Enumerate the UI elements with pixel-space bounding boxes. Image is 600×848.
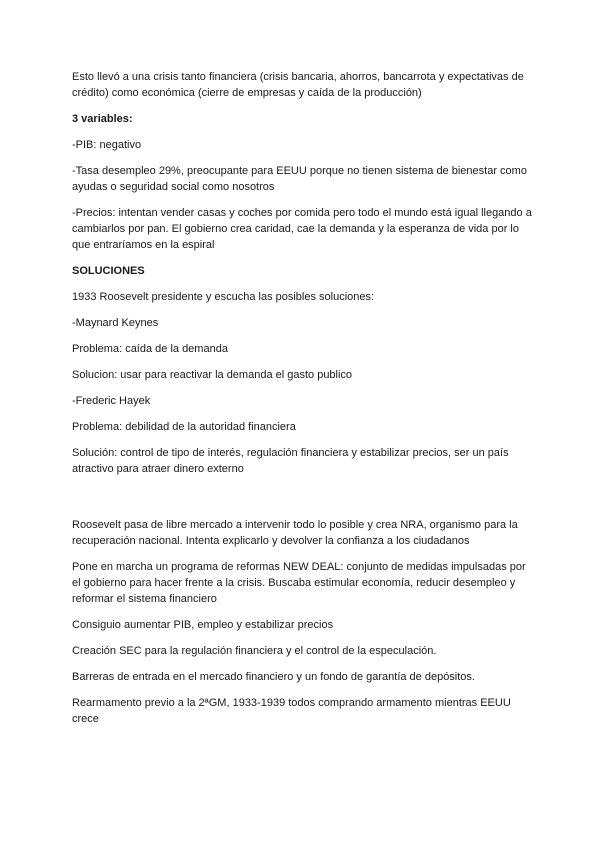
paragraph-pib: -PIB: negativo (72, 139, 142, 151)
paragraph-crisis-intro: Esto llevó a una crisis tanto financiera (crisis bancaria, ahorros, bancarrota y expectativas de crédito) como económica (cierre de empresas y caída de la producción) (72, 71, 524, 99)
paragraph-desempleo: -Tasa desempleo 29%, preocupante para EEUU porque no tienen sistema de bienestar como ayudas o seguridad social como nosotros (72, 165, 527, 193)
section-spacer (72, 487, 532, 517)
paragraph-keynes-problema: Problema: caída de la demanda (72, 343, 228, 355)
paragraph-rearmamento: Rearmamento previo a la 2ªGM, 1933-1939 todos comprando armamento mientras EEUU crece (72, 697, 511, 725)
paragraph-nra: Roosevelt pasa de libre mercado a intervenir todo lo posible y crea NRA, organismo para la recuperación nacional. Intenta explicarlo y devolver la confianza a los ciudadanos (72, 519, 518, 547)
heading-soluciones: SOLUCIONES (72, 265, 145, 277)
paragraph-new-deal: Pone en marcha un programa de reformas NEW DEAL: conjunto de medidas impulsadas por el gobierno para hacer frente a la crisis. Buscaba estimular economía, reducir desempleo y reformar el sistema financiero (72, 561, 526, 605)
paragraph-keynes: -Maynard Keynes (72, 317, 159, 329)
paragraph-roosevelt-1933: 1933 Roosevelt presidente y escucha las posibles soluciones: (72, 291, 375, 303)
paragraph-hayek-problema: Problema: debilidad de la autoridad financiera (72, 421, 296, 433)
document-body (72, 69, 532, 737)
heading-3-variables: 3 variables: (72, 113, 133, 125)
paragraph-resultados: Consiguio aumentar PIB, empleo y estabilizar precios (72, 619, 334, 631)
paragraph-sec: Creación SEC para la regulación financiera y el control de la especulación. (72, 645, 437, 657)
paragraph-keynes-solucion: Solucion: usar para reactivar la demanda el gasto publico (72, 369, 353, 381)
paragraph-hayek-solucion: Solución: control de tipo de interés, regulación financiera y estabilizar precios, ser un país atractivo para atraer dinero externo (72, 447, 509, 475)
paragraph-precios: -Precios: intentan vender casas y coches por comida pero todo el mundo está igual llegando a cambiarlos por pan. El gobierno crea caridad, cae la demanda y la esperanza de vida por lo que entraríamos en la espiral (72, 207, 532, 251)
paragraph-hayek: -Frederic Hayek (72, 395, 151, 407)
paragraph-barreras: Barreras de entrada en el mercado financiero y un fondo de garantía de depósitos. (72, 671, 475, 683)
